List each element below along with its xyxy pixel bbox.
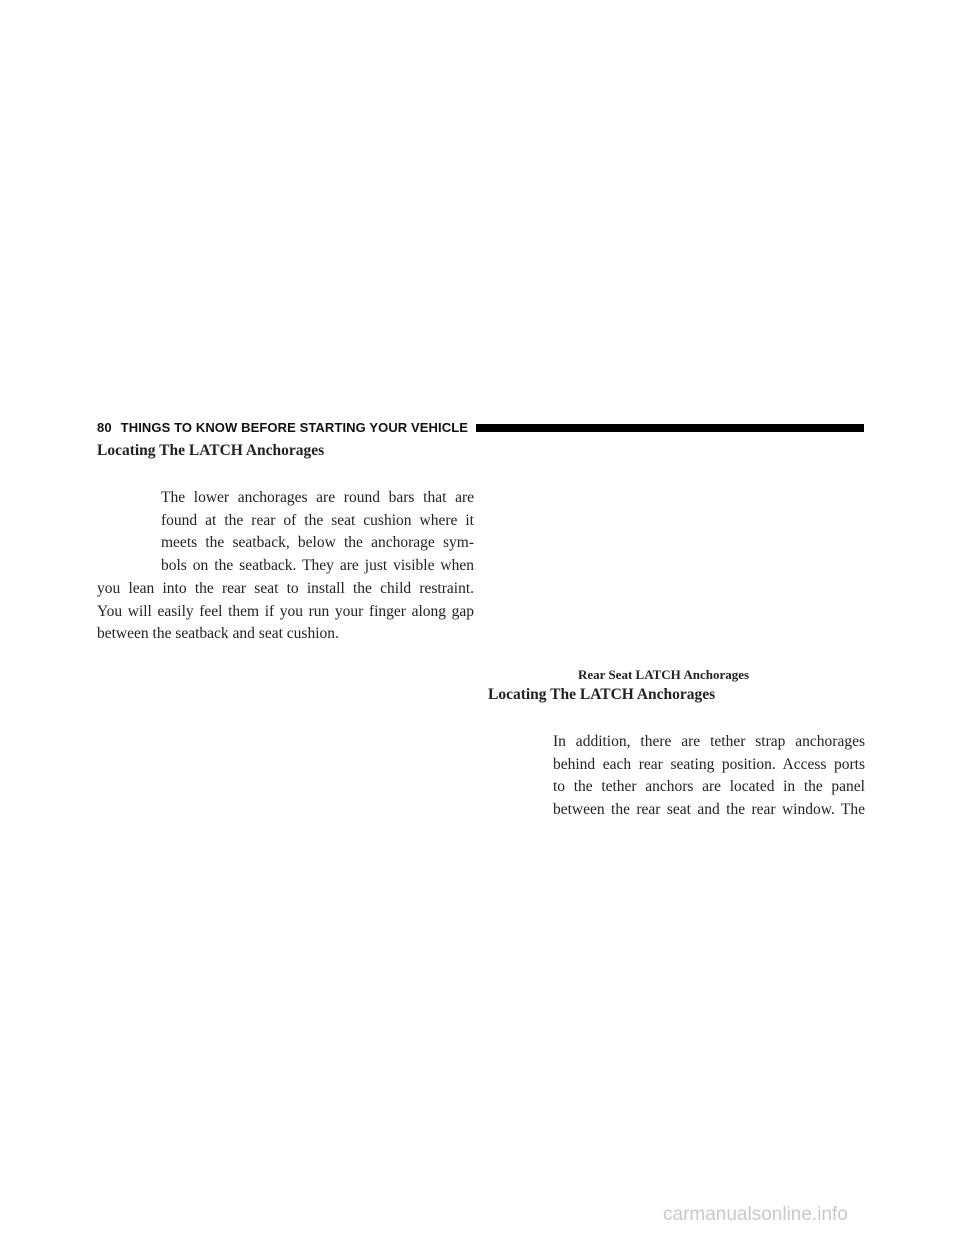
paragraph-line: behind each rear seating position. Access ports <box>553 755 865 773</box>
paragraph-line: meets the seatback, below the anchorage sym- <box>161 534 474 552</box>
right-paragraph <box>553 731 865 822</box>
paragraph-line: between the rear seat and the rear window. The <box>553 801 865 819</box>
paragraph-line: you lean into the rear seat to install the child restraint. <box>97 579 474 597</box>
watermark: carmanualsonline.info <box>663 1204 848 1225</box>
paragraph-line: You will easily feel them if you run your finger along gap <box>97 602 474 620</box>
paragraph-line: In addition, there are tether strap anchorages <box>553 733 865 750</box>
paragraph-line: found at the rear of the seat cushion where it <box>161 511 474 529</box>
left-heading: Locating The LATCH Anchorages <box>97 442 325 459</box>
paragraph-line: to the tether anchors are located in the panel <box>553 778 865 796</box>
section-title: THINGS TO KNOW BEFORE STARTING YOUR VEHICLE <box>120 419 469 435</box>
page-header <box>97 418 864 436</box>
left-paragraph <box>97 487 474 646</box>
paragraph-line: bols on the seatback. They are just visible when <box>161 557 474 575</box>
paragraph-line: between the seatback and seat cushion. <box>97 625 339 643</box>
paragraph-line: The lower anchorages are round bars that are <box>161 489 474 506</box>
header-rule <box>476 424 864 432</box>
page-number: 80 <box>97 419 112 435</box>
right-heading: Locating The LATCH Anchorages <box>488 686 716 703</box>
figure-caption: Rear Seat LATCH Anchorages <box>578 667 750 682</box>
running-header <box>97 420 468 435</box>
